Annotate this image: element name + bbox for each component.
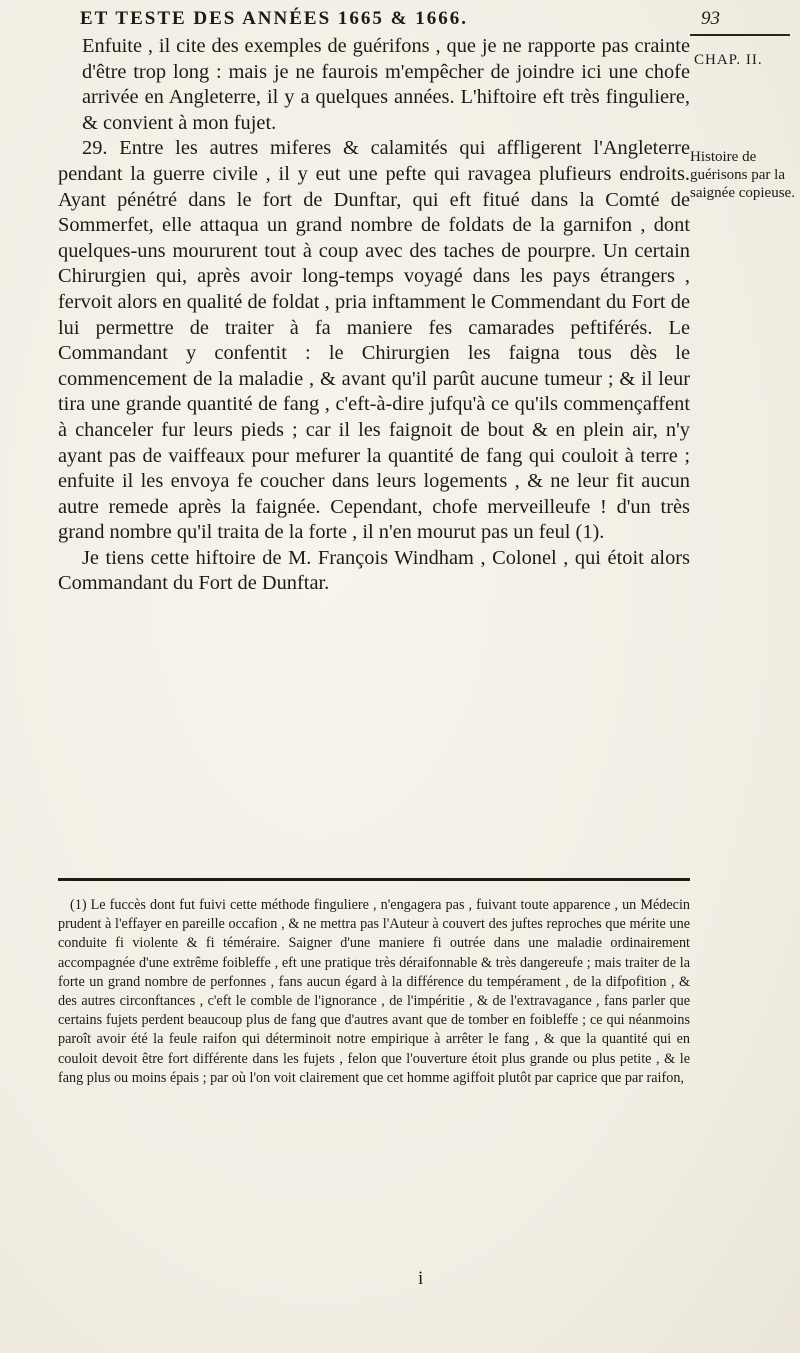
paragraph-source: Je tiens cette hiftoire de M. François Windham , Colonel , qui étoit alors Commandant du Fort de Dunftar. [58,546,690,595]
footnote-rule [58,878,690,881]
signature-mark: i [418,1268,424,1289]
paragraph-29: 29. Entre les autres miferes & calamités qui affligerent l'Angleterre pendant la guerre civile , il y eut une pefte qui ravagea plufieurs endroits. Ayant pénétré dans le fort de Dunftar, qui eft fitué dans la Comté de Sommerfet, elle attaqua un grand nombre de foldats de la garnifon , dont quelques-uns moururent tout à coup avec des taches de pourpre. Un certain Chirurgien qui, après avoir long-temps voyagé dans les pays étrangers , fervoit alors en qualité de foldat , pria inftamment le Commendant du Fort de lui permettre de traiter à fa maniere fes camarades peftiférés. Le Commandant y confentit : le Chirurgien les faigna tous dès le commencement de la maladie , & avant qu'il parût aucune tumeur ; & il leur tira une grande quantité de fang , c'eft-à-dire jufqu'à ce qu'ils commençaffent à chanceler fur leurs pieds ; car il les faignoit de bout & en plein air, n'y ayant pas de vaiffeaux pour mefurer la quantité de fang qui couloit à terre ; enfuite il les envoya fe coucher dans leurs logements , & ne leur fit aucun autre remede après la faignée. Cependant, chofe merveilleufe ! d'un très grand nombre qu'il traita de la forte , il n'en mourut pas un feul (1). [58,137,690,544]
paragraph-intro: Enfuite , il cite des exemples de guérifons , que je ne rapporte pas crainte d'être trop long : mais je ne faurois m'empêcher de joindre ici une chofe arrivée en Angleterre, il y a quelques années. L'hiftoire eft très finguliere, & convient à mon fujet. [82,35,690,134]
page-number: 93 [701,8,720,29]
footnotes [58,896,690,1088]
margin-rule [690,34,790,36]
footnote-1: (1) Le fuccès dont fut fuivi cette méthode finguliere , n'engagera pas , fuivant toute apparence , un Médecin prudent à l'effayer en pareille occafion , & ne mettra pas l'Auteur à couvert des juftes reproches que mérite une conduite fi violente & fi téméraire. Saigner d'une maniere fi outrée dans une maladie ordinairement accompagnée d'une extrême foibleffe , eft une pratique très déraifonnable & très dangereufe ; mais traiter de la forte un grand nombre de perfonnes , fans aucun égard à la différence du tempérament , de la difpofition , & des autres circonftances , c'eft le comble de l'ignorance , de l'impéritie , & de l'extravagance , fans parler que certains fujets perdent beaucoup plus de fang que d'autres avant que de tomber en foibleffe ; ce qui néanmoins paroît avoir été la feule raifon qui déterminoit notre empirique à arrêter le fang , & que la quantité qui en couloit devoit être fort différente dans les fujets , felon que l'ouverture étoit plus grande ou plus petite , & le fang plus ou moins épais ; par où l'on voit clairement que cet homme agiffoit plutôt par caprice que par raifon, [58,897,690,1086]
margin-note: Histoire de guérisons par la saignée copieuse. [690,149,795,201]
running-head-title: ET TESTE DES ANNÉES 1665 & 1666. [80,8,468,29]
main-text [58,34,690,597]
margin-chapter-label: CHAP. II. [694,52,763,68]
